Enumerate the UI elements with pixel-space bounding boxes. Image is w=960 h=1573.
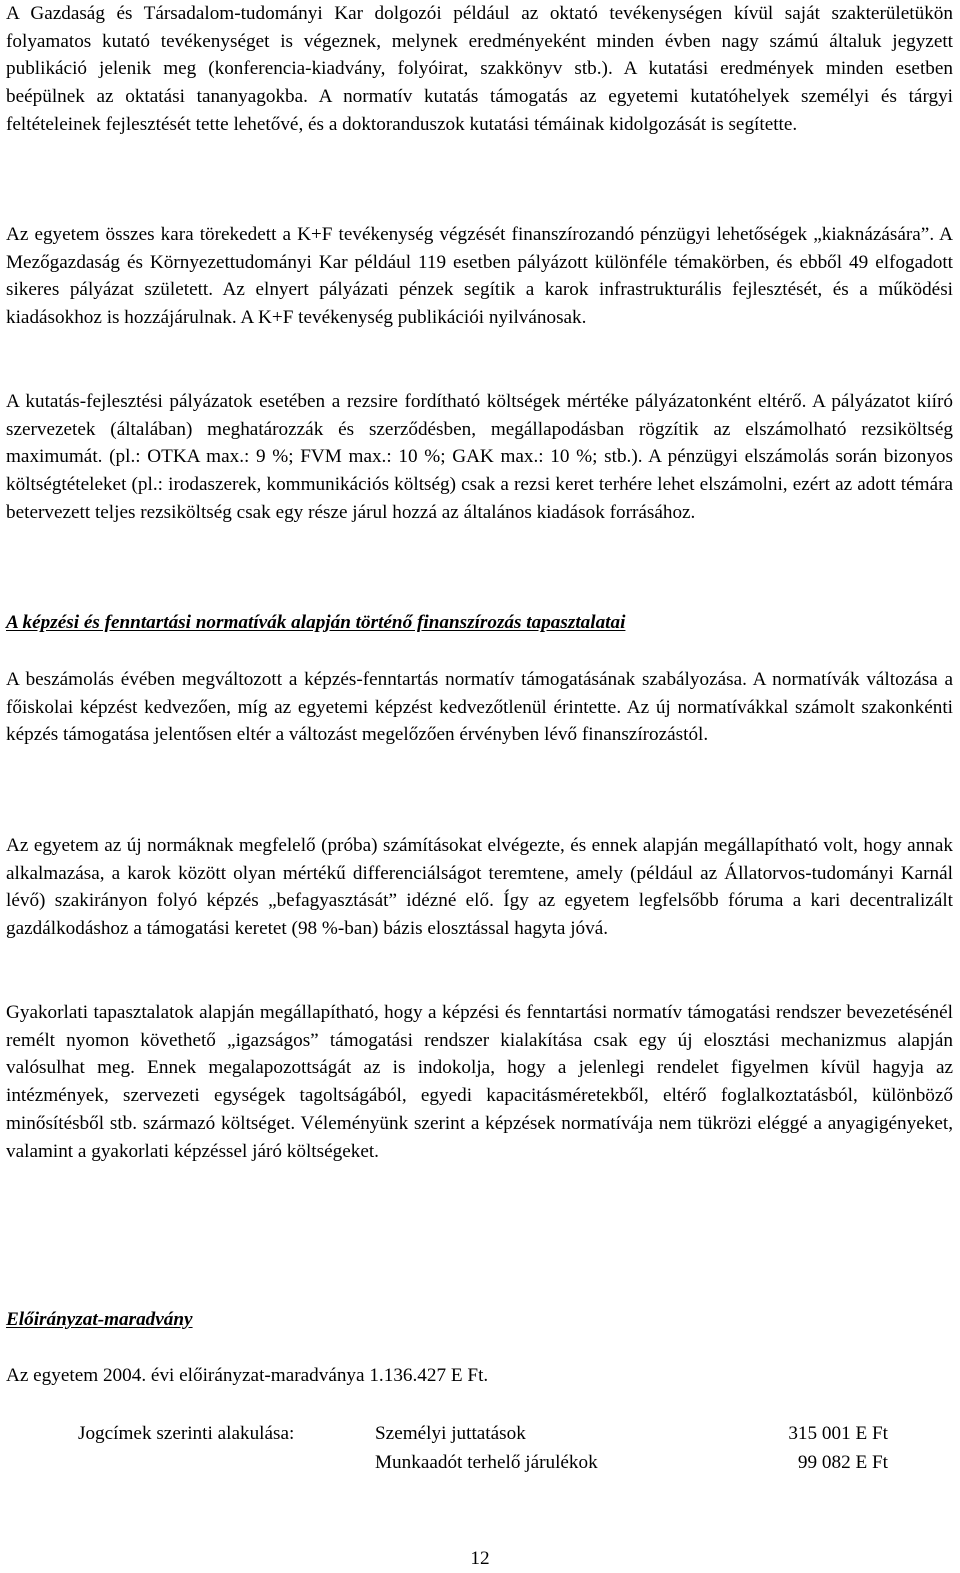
section-heading-normative-financing: A képzési és fenntartási normatívák alapján történő finanszírozás tapasztalatai [6,612,626,633]
breakdown-empty-cell [78,1448,375,1477]
breakdown-table [78,1419,888,1477]
paragraph-overhead-costs: A kutatás-fejlesztési pályázatok esetében a rezsire fordítható költségek mértéke pályázatonként eltérő. A pályázatot kiíró szervezetek (általában) meghatározzák és szerződésben, megállapodásban rögzítik az elszámolható rezsiköltség maximumát. (pl.: OTKA max.: 9 %; FVM max.: 10 %; GAK max.: 10 %; stb.). A pénzügyi elszámolás során bizonyos költségtételeket (pl.: irodaszerek, kommunikációs költség) csak a rezsi keret terhére lehet elszámolni, ezért az adott témára betervezett teljes rezsiköltség csak egy része járul hozzá az általános kiadások forrásához. [6,391,953,523]
breakdown-item-name: Munkaadót terhelő járulékok [375,1452,598,1473]
paragraph-appropriation-total: Az egyetem 2004. évi előirányzat-maradványa 1.136.427 E Ft. [6,1365,489,1386]
paragraph-research-activity: A Gazdaság és Társadalom-tudományi Kar dolgozói például az oktató tevékenységen kívül saját szakterületükön folyamatos kutató tevékenységet is végeznek, melynek eredményeként minden évben nagy számú általuk jegyzett publikáció jelenik meg (konferencia-kiadvány, folyóirat, szakkönyv stb.). A kutatási eredmények minden esetben beépülnek az oktatási tananyagokba. A normatív kutatás támogatás az egyetemi kutatóhelyek személyi és tárgyi feltételeinek fejlesztését tette lehetővé, és a doktoranduszok kutatási témáinak kidolgozását is segítette. [6,3,953,135]
section-heading-appropriation-residue: Előirányzat-maradvány [6,1309,193,1330]
paragraph-trial-calculations: Az egyetem az új normáknak megfelelő (próba) számításokat elvégezte, és ennek alapján megállapítható volt, hogy annak alkalmazása, a karok között olyan mértékű differenciálságot teremtene, amely (például az Állatorvos-tudományi Karnál lévő) szakirányon folyó képzés „befagyasztását” idézné elő. Így az egyetem legfelsőbb fóruma a kari decentralizált gazdálkodáshoz a támogatási keretet (98 %-ban) bázis elosztással hagyta jóvá. [6,835,953,940]
page-number: 12 [470,1548,490,1569]
paragraph-normative-change: A beszámolás évében megváltozott a képzés-fenntartás normatív támogatásának szabályozása. A normatívák változása a főiskolai képzést kedvezően, míg az egyetemi képzést kedvezőtlenül érintette. Az új normatívákkal számolt szakonkénti képzés támogatása jelentősen eltér a változást megelőzően érvényben lévő finanszírozástól. [6,669,953,746]
paragraph-practical-experience: Gyakorlati tapasztalatok alapján megállapítható, hogy a képzési és fenntartási normatív támogatási rendszer bevezetésénél remélt nyomon követhető „igazságos” támogatási rendszer kialakítása csak egy új elosztási mechanizmus alapján valósulhat meg. Ennek megalapozottságát az is indokolja, hogy a jelenlegi rendelet figyelmen kívül hagyja az intézmények, szervezeti egységek tagoltságából, egyedi kapacitásméretekből, eltérő foglalkoztatásból, különböző minősítésből stb. származó költséget. Véleményünk szerint a képzések normatívája nem tükrözi eléggé a anyagigényeket, valamint a gyakorlati képzéssel járó költségeket. [6,1002,953,1162]
breakdown-label: Jogcímek szerinti alakulása: [78,1423,295,1444]
paragraph-rd-funding: Az egyetem összes kara törekedett a K+F tevékenység végzését finanszírozandó pénzügyi lehetőségek „kiaknázására”. A Mezőgazdaság és Környezettudományi Kar például 119 esetben pályázott különféle témakörben, és ebből 49 elfogadott sikeres pályázat született. Az elnyert pályázati pénzek segítik a karok infrastrukturális fejlesztését, és a működési kiadásokhoz is hozzájárulnak. A K+F tevékenység publikációi nyilvánosak. [6,224,953,329]
breakdown-item-amount: 315 001 E Ft [788,1423,888,1444]
breakdown-item-amount: 99 082 E Ft [797,1452,888,1473]
breakdown-item-name: Személyi juttatások [375,1423,526,1444]
